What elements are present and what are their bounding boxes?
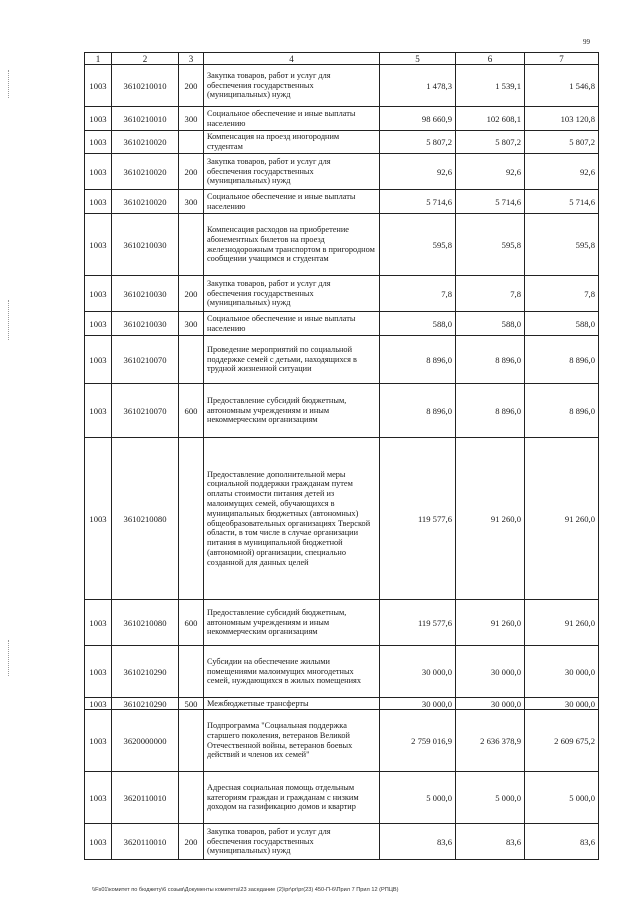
amount-col5: 30 000,0	[380, 698, 456, 710]
section-code: 1003	[85, 772, 112, 824]
section-code: 1003	[85, 214, 112, 276]
expense-type	[179, 438, 204, 600]
section-code: 1003	[85, 154, 112, 190]
header-cell: 6	[456, 53, 525, 65]
amount-col5: 98 660,9	[380, 107, 456, 131]
amount-col5: 119 577,6	[380, 600, 456, 646]
amount-col7: 588,0	[525, 312, 599, 336]
expense-type	[179, 214, 204, 276]
expense-type: 600	[179, 600, 204, 646]
table-row	[85, 154, 599, 190]
amount-col6: 8 896,0	[456, 336, 525, 384]
description: Социальное обеспечение и иные выплаты населению	[204, 312, 380, 336]
target-code: 3610210010	[112, 65, 179, 107]
section-code: 1003	[85, 698, 112, 710]
header-cell: 5	[380, 53, 456, 65]
table-row	[85, 131, 599, 154]
amount-col6: 30 000,0	[456, 646, 525, 698]
target-code: 3610210070	[112, 384, 179, 438]
header-cell: 2	[112, 53, 179, 65]
target-code: 3610210030	[112, 312, 179, 336]
expense-type: 600	[179, 384, 204, 438]
table-row	[85, 438, 599, 600]
expense-type: 200	[179, 154, 204, 190]
expense-type: 500	[179, 698, 204, 710]
expense-type	[179, 646, 204, 698]
expense-type: 200	[179, 65, 204, 107]
table-row	[85, 65, 599, 107]
target-code: 3610210010	[112, 107, 179, 131]
table-row	[85, 710, 599, 772]
amount-col7: 5 000,0	[525, 772, 599, 824]
amount-col5: 119 577,6	[380, 438, 456, 600]
amount-col5: 92,6	[380, 154, 456, 190]
expense-type	[179, 131, 204, 154]
amount-col6: 2 636 378,9	[456, 710, 525, 772]
table-row	[85, 276, 599, 312]
amount-col5: 588,0	[380, 312, 456, 336]
expense-type: 300	[179, 312, 204, 336]
amount-col7: 8 896,0	[525, 384, 599, 438]
amount-col7: 30 000,0	[525, 646, 599, 698]
target-code: 3610210030	[112, 214, 179, 276]
amount-col5: 8 896,0	[380, 384, 456, 438]
file-path-footer: \\Fs01\комитет по бюджету\6 созыв\Документы комитета\23 заседание (2)\pr\pr\pr(23) 450-П-6\Прил 7 Прил 12 (РПЦВ)	[92, 887, 399, 893]
description: Межбюджетные трансферты	[204, 698, 380, 710]
target-code: 3610210080	[112, 600, 179, 646]
target-code: 3610210080	[112, 438, 179, 600]
table-row	[85, 190, 599, 214]
header-cell: 1	[85, 53, 112, 65]
table-row	[85, 772, 599, 824]
target-code: 3610210020	[112, 131, 179, 154]
margin-dots	[8, 70, 10, 98]
table-row	[85, 312, 599, 336]
amount-col7: 2 609 675,2	[525, 710, 599, 772]
amount-col6: 92,6	[456, 154, 525, 190]
table-row	[85, 600, 599, 646]
target-code: 3610210290	[112, 646, 179, 698]
target-code: 3610210020	[112, 154, 179, 190]
amount-col6: 595,8	[456, 214, 525, 276]
description: Предоставление субсидий бюджетным, автономным учреждениям и иным некоммерческим организациям	[204, 384, 380, 438]
amount-col6: 7,8	[456, 276, 525, 312]
amount-col6: 8 896,0	[456, 384, 525, 438]
amount-col5: 1 478,3	[380, 65, 456, 107]
target-code: 3610210020	[112, 190, 179, 214]
amount-col7: 83,6	[525, 824, 599, 860]
amount-col7: 8 896,0	[525, 336, 599, 384]
expense-type: 300	[179, 107, 204, 131]
expense-type	[179, 710, 204, 772]
amount-col5: 7,8	[380, 276, 456, 312]
header-cell: 7	[525, 53, 599, 65]
amount-col7: 92,6	[525, 154, 599, 190]
description: Социальное обеспечение и иные выплаты населению	[204, 190, 380, 214]
budget-table	[84, 52, 599, 860]
section-code: 1003	[85, 190, 112, 214]
description: Предоставление дополнительной меры социальной поддержки гражданам путем оплаты стоимости питания детей из малоимущих семей, обучающихся в муниципальных бюджетных (автономных) общеобразовательных организациях Тверской области, в том числе в случае организации питания в муниципальной бюджетной (автономной) организации, специально созданной для данных целей	[204, 438, 380, 600]
description: Подпрограмма "Социальная поддержка старшего поколения, ветеранов Великой Отечественной войны, ветеранов боевых действий и членов их семей"	[204, 710, 380, 772]
amount-col5: 5 000,0	[380, 772, 456, 824]
amount-col5: 5 807,2	[380, 131, 456, 154]
table-row	[85, 107, 599, 131]
description: Закупка товаров, работ и услуг для обеспечения государственных (муниципальных) нужд	[204, 65, 380, 107]
page-number: 99	[583, 38, 590, 46]
target-code: 3620000000	[112, 710, 179, 772]
section-code: 1003	[85, 336, 112, 384]
section-code: 1003	[85, 646, 112, 698]
margin-dots	[8, 300, 10, 340]
section-code: 1003	[85, 438, 112, 600]
target-code: 3620110010	[112, 824, 179, 860]
amount-col7: 595,8	[525, 214, 599, 276]
margin-dots	[8, 640, 10, 676]
expense-type	[179, 772, 204, 824]
table-row	[85, 646, 599, 698]
amount-col6: 102 608,1	[456, 107, 525, 131]
section-code: 1003	[85, 312, 112, 336]
description: Закупка товаров, работ и услуг для обеспечения государственных (муниципальных) нужд	[204, 824, 380, 860]
amount-col7: 7,8	[525, 276, 599, 312]
section-code: 1003	[85, 65, 112, 107]
amount-col6: 588,0	[456, 312, 525, 336]
expense-type	[179, 336, 204, 384]
section-code: 1003	[85, 384, 112, 438]
amount-col6: 91 260,0	[456, 600, 525, 646]
header-row	[85, 53, 599, 65]
expense-type: 200	[179, 276, 204, 312]
amount-col6: 30 000,0	[456, 698, 525, 710]
amount-col7: 5 807,2	[525, 131, 599, 154]
amount-col7: 5 714,6	[525, 190, 599, 214]
description: Проведение мероприятий по социальной поддержке семей с детьми, находящихся в трудной жизненной ситуации	[204, 336, 380, 384]
amount-col6: 83,6	[456, 824, 525, 860]
header-cell: 3	[179, 53, 204, 65]
amount-col6: 91 260,0	[456, 438, 525, 600]
amount-col7: 91 260,0	[525, 600, 599, 646]
table-row	[85, 698, 599, 710]
description: Социальное обеспечение и иные выплаты населению	[204, 107, 380, 131]
description: Закупка товаров, работ и услуг для обеспечения государственных (муниципальных) нужд	[204, 154, 380, 190]
table-row	[85, 214, 599, 276]
section-code: 1003	[85, 276, 112, 312]
table-row	[85, 336, 599, 384]
description: Предоставление субсидий бюджетным, автономным учреждениям и иным некоммерческим организациям	[204, 600, 380, 646]
amount-col7: 103 120,8	[525, 107, 599, 131]
description: Субсидии на обеспечение жилыми помещениями малоимущих многодетных семей, нуждающихся в жилых помещениях	[204, 646, 380, 698]
section-code: 1003	[85, 710, 112, 772]
section-code: 1003	[85, 131, 112, 154]
amount-col6: 5 000,0	[456, 772, 525, 824]
expense-type: 300	[179, 190, 204, 214]
description: Компенсация расходов на приобретение абонементных билетов на проезд железнодорожным транспортом в пригородном сообщении учащимся и студентам	[204, 214, 380, 276]
description: Закупка товаров, работ и услуг для обеспечения государственных (муниципальных) нужд	[204, 276, 380, 312]
target-code: 3610210290	[112, 698, 179, 710]
section-code: 1003	[85, 107, 112, 131]
table-row	[85, 824, 599, 860]
description: Адресная социальная помощь отдельным категориям граждан и гражданам с низким доходом на газификацию домов и квартир	[204, 772, 380, 824]
amount-col5: 5 714,6	[380, 190, 456, 214]
section-code: 1003	[85, 824, 112, 860]
amount-col5: 595,8	[380, 214, 456, 276]
expense-type: 200	[179, 824, 204, 860]
amount-col5: 8 896,0	[380, 336, 456, 384]
amount-col7: 1 546,8	[525, 65, 599, 107]
target-code: 3610210030	[112, 276, 179, 312]
header-cell: 4	[204, 53, 380, 65]
amount-col6: 5 807,2	[456, 131, 525, 154]
amount-col5: 2 759 016,9	[380, 710, 456, 772]
amount-col7: 91 260,0	[525, 438, 599, 600]
amount-col6: 5 714,6	[456, 190, 525, 214]
section-code: 1003	[85, 600, 112, 646]
amount-col5: 83,6	[380, 824, 456, 860]
amount-col5: 30 000,0	[380, 646, 456, 698]
target-code: 3620110010	[112, 772, 179, 824]
table-row	[85, 384, 599, 438]
amount-col6: 1 539,1	[456, 65, 525, 107]
amount-col7: 30 000,0	[525, 698, 599, 710]
target-code: 3610210070	[112, 336, 179, 384]
description: Компенсация на проезд иногородним студентам	[204, 131, 380, 154]
